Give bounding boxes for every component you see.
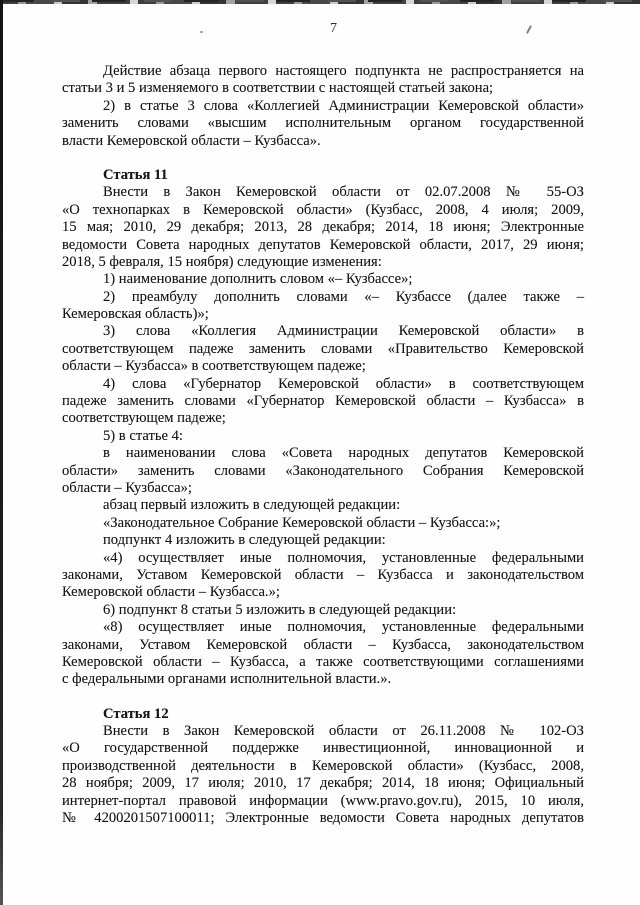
text-line: 2) преамбулу дополнить словами «– Кузбассе (далее также – bbox=[103, 288, 584, 305]
article-heading bbox=[62, 706, 584, 723]
paragraph bbox=[62, 602, 584, 619]
paragraph bbox=[62, 532, 584, 549]
text-line: 2) в статье 3 слова «Коллегией Администрации Кемеровской области» bbox=[103, 97, 584, 114]
text-line: Статья 11 bbox=[103, 166, 168, 183]
text-line: 2018, 5 февраля, 15 ноября) следующие изменения: bbox=[62, 253, 382, 270]
text-line: Кемеровская область)»; bbox=[62, 306, 209, 323]
text-line: в наименовании слова «Совета народных депутатов Кемеровской bbox=[103, 445, 584, 462]
text-line: соответствующем падеже; bbox=[62, 410, 226, 427]
text-line: 3) слова «Коллегия Администрации Кемеровской области» в bbox=[103, 323, 584, 340]
document-body bbox=[62, 63, 584, 827]
paragraph bbox=[62, 428, 584, 445]
paragraph bbox=[62, 619, 584, 689]
text-line: «4) осуществляет иные полномочия, установленные федеральными bbox=[103, 549, 584, 566]
paragraph bbox=[62, 323, 584, 375]
scan-edge-artifact-top bbox=[0, 0, 640, 4]
text-line: области – Кузбасса» в соответствующем падеже; bbox=[62, 358, 366, 375]
text-line: с федеральными органами исполнительной власти.». bbox=[62, 671, 392, 688]
text-line: законами, Уставом Кемеровской области – Кузбасса, законодательством bbox=[62, 636, 584, 653]
text-line: 15 мая; 2010, 29 декабря; 2013, 28 декабря; 2014, 18 июня; Электронные bbox=[62, 219, 584, 236]
text-line: законами, Уставом Кемеровской области – Кузбасса и законодательством bbox=[62, 566, 584, 583]
paragraph bbox=[62, 376, 584, 428]
text-line: Внести в Закон Кемеровской области от 02.07.2008 № 55-ОЗ bbox=[103, 184, 584, 201]
text-line: № 4200201507100011; Электронные ведомости Совета народных депутатов bbox=[62, 810, 584, 827]
text-line: ведомости Совета народных депутатов Кемеровской области, 2017, 29 июня; bbox=[62, 236, 584, 253]
paragraph bbox=[62, 550, 584, 602]
text-line: производственной деятельности в Кемеровской области» (Кузбасс, 2008, bbox=[62, 757, 584, 774]
text-line: 1) наименование дополнить словом «– Кузбассе»; bbox=[103, 271, 413, 288]
text-line: 5) в статье 4: bbox=[103, 427, 183, 444]
paragraph bbox=[62, 497, 584, 514]
text-line: области» заменить словами «Законодательного Собрания Кемеровской bbox=[62, 462, 584, 479]
scan-edge-artifact-left bbox=[0, 0, 3, 905]
paragraph bbox=[62, 271, 584, 288]
page-number: 7 bbox=[330, 21, 338, 36]
text-line: абзац первый изложить в следующей редакции: bbox=[103, 497, 401, 514]
text-line: подпункт 4 изложить в следующей редакции: bbox=[103, 532, 386, 549]
text-line: власти Кемеровской области – Кузбасса». bbox=[62, 132, 321, 149]
scan-speck-dot bbox=[200, 31, 203, 33]
text-line: «О государственной поддержке инвестиционной, инновационной и bbox=[62, 740, 584, 757]
scan-speck-mark bbox=[526, 25, 532, 34]
article-heading bbox=[62, 167, 584, 184]
text-line: Статья 12 bbox=[103, 705, 169, 722]
text-line: области – Кузбасса»; bbox=[62, 479, 192, 496]
text-line: интернет-портал правовой информации (www.pravo.gov.ru), 2015, 10 июля, bbox=[62, 792, 584, 809]
paragraph bbox=[62, 723, 584, 827]
text-line: Кемеровской области – Кузбасса.»; bbox=[62, 584, 280, 601]
text-line: соответствующем падеже заменить словами «Правительство Кемеровской bbox=[62, 340, 584, 357]
text-line: «8) осуществляет иные полномочия, установленные федеральными bbox=[103, 619, 584, 636]
text-line: падеже заменить словами «Губернатор Кемеровской области – Кузбасса» в bbox=[62, 393, 584, 410]
paragraph bbox=[62, 98, 584, 150]
text-line: «Законодательное Собрание Кемеровской области – Кузбасса:»; bbox=[103, 514, 501, 531]
text-line: Кемеровской области – Кузбасса, а также соответствующими соглашениями bbox=[62, 653, 584, 670]
text-line: 4) слова «Губернатор Кемеровской области» в соответствующем bbox=[103, 375, 584, 392]
text-line: «О технопарках в Кемеровской области» (Кузбасс, 2008, 4 июля; 2009, bbox=[62, 201, 584, 218]
text-line: Действие абзаца первого настоящего подпункта не распространяется на bbox=[103, 63, 584, 79]
text-line: 6) подпункт 8 статьи 5 изложить в следующей редакции: bbox=[103, 601, 457, 618]
text-line: Внести в Закон Кемеровской области от 26.11.2008 № 102-ОЗ bbox=[103, 723, 584, 740]
paragraph bbox=[62, 63, 584, 98]
text-line: заменить словами «высшим исполнительным органом государственной bbox=[62, 115, 584, 132]
paragraph bbox=[62, 289, 584, 324]
paragraph bbox=[62, 184, 584, 271]
paragraph bbox=[62, 515, 584, 532]
text-line: статьи 3 и 5 изменяемого в соответствии с настоящей статьей закона; bbox=[62, 80, 494, 97]
paragraph bbox=[62, 445, 584, 497]
text-line: 28 ноября; 2009, 17 июля; 2010, 17 декабря; 2014, 18 июня; Официальный bbox=[62, 775, 584, 792]
